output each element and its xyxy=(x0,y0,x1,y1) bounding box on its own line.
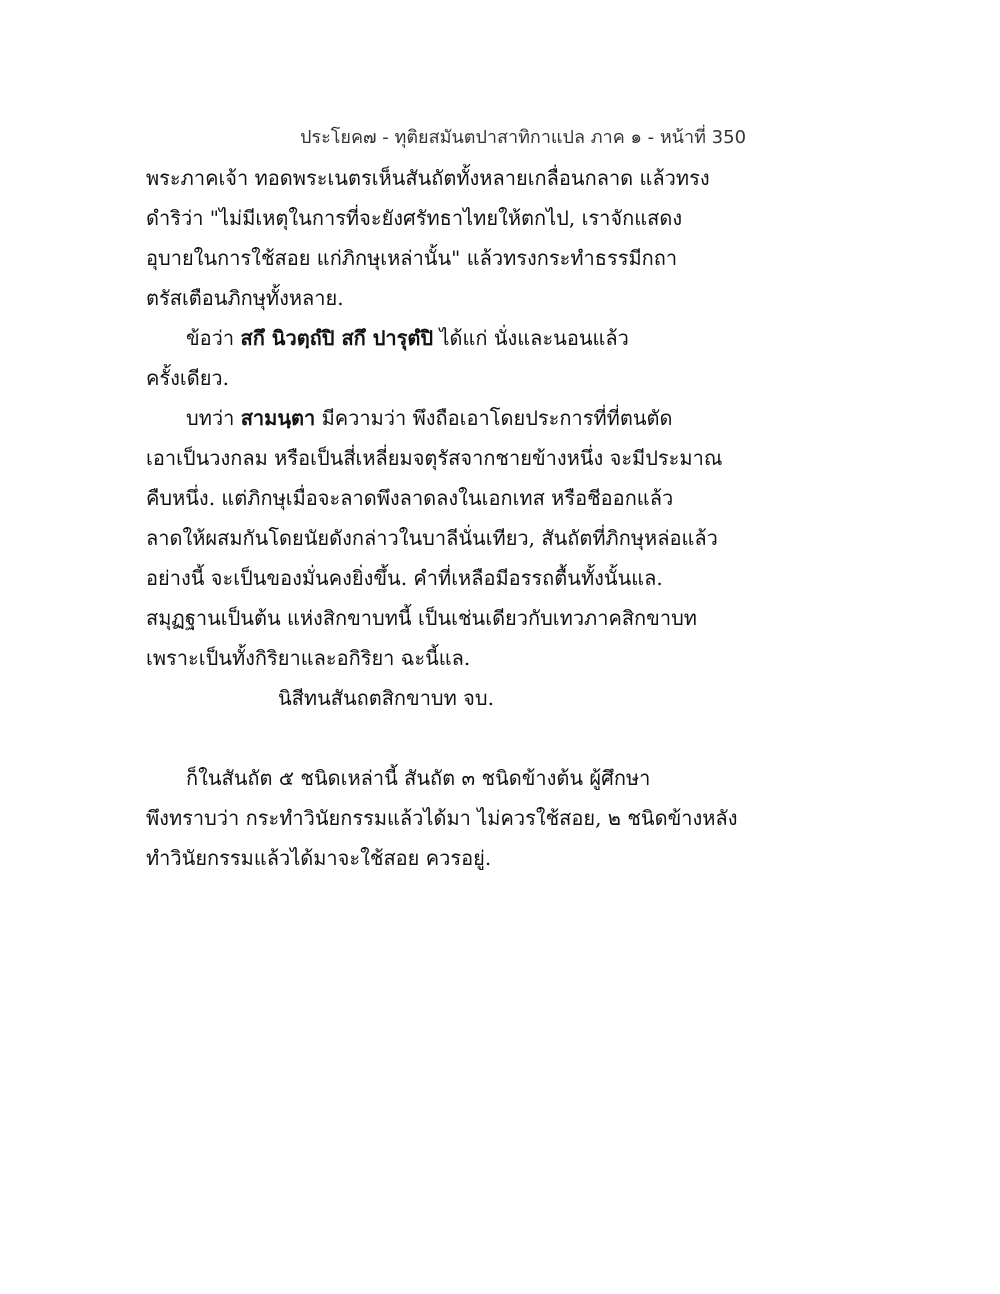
body-text xyxy=(146,158,746,878)
text-line: พระภาคเจ้า ทอดพระเนตรเห็นสันถัตทั้งหลายเกลื่อนกลาด แล้วทรง xyxy=(146,166,710,190)
text-line: เอาเป็นวงกลม หรือเป็นสี่เหลี่ยมจตุรัสจากชายข้างหนึ่ง จะมีประมาณ xyxy=(146,446,723,470)
running-header: ประโยค๗ - ทุติยสมันตปาสาทิกาแปล ภาค ๑ - หน้าที่ 350 xyxy=(300,127,747,148)
text-line: คืบหนึ่ง. แต่ภิกษุเมื่อจะลาดพึงลาดลงในเอกเทส หรือชีออกแล้ว xyxy=(146,486,674,510)
text-line: เพราะเป็นทั้งกิริยาและอกิริยา ฉะนี้แล. xyxy=(146,646,471,670)
blank-gap xyxy=(146,718,746,758)
text-line: ลาดให้ผสมกันโดยนัยดังกล่าวในบาลีนั่นเทียว, สันถัตที่ภิกษุหล่อแล้ว xyxy=(146,526,718,550)
text-line: ก็ในสันถัต ๕ ชนิดเหล่านี้ สันถัต ๓ ชนิดข้างต้น ผู้ศึกษา xyxy=(186,766,651,790)
text-line: พึงทราบว่า กระทำวินัยกรรมแล้วได้มา ไม่ควรใช้สอย, ๒ ชนิดข้างหลัง xyxy=(146,806,738,830)
text-run: บทว่า xyxy=(186,406,241,430)
section-end-marker: นิสีทนสันถตสิกขาบท จบ. xyxy=(278,686,494,710)
text-line: ดำริว่า "ไม่มีเหตุในการที่จะยังศรัทธาไทยให้ตกไป, เราจักแสดง xyxy=(146,206,683,230)
pali-term: สกึ นิวตฺถํปิ สกึ ปารุตํปิ xyxy=(240,326,434,350)
paragraph-1 xyxy=(146,158,746,318)
text-run: ได้แก่ นั่งและนอนแล้ว xyxy=(433,326,629,350)
paragraph-3 xyxy=(146,398,746,678)
text-line: ตรัสเตือนภิกษุทั้งหลาย. xyxy=(146,286,344,310)
text-line: อุบายในการใช้สอย แก่ภิกษุเหล่านั้น" แล้วทรงกระทำธรรมีกถา xyxy=(146,246,678,270)
text-line xyxy=(146,318,746,358)
text-run: ข้อว่า xyxy=(186,326,241,350)
text-line: ครั้งเดียว. xyxy=(146,366,230,390)
text-run: มีความว่า พึงถือเอาโดยประการที่ที่ตนตัด xyxy=(315,406,673,430)
text-line xyxy=(146,398,746,438)
text-line: อย่างนี้ จะเป็นของมั่นคงยิ่งขึ้น. คำที่เหลือมีอรรถตื้นทั้งนั้นแล. xyxy=(146,566,663,590)
paragraph-2 xyxy=(146,318,746,398)
text-line: ทำวินัยกรรมแล้วได้มาจะใช้สอย ควรอยู่. xyxy=(146,846,492,870)
paragraph-4 xyxy=(146,758,746,878)
pali-term: สามนฺตา xyxy=(240,406,316,430)
text-line: สมุฏฐานเป็นต้น แห่งสิกขาบทนี้ เป็นเช่นเดียวกับเทวภาคสิกขาบท xyxy=(146,606,697,630)
